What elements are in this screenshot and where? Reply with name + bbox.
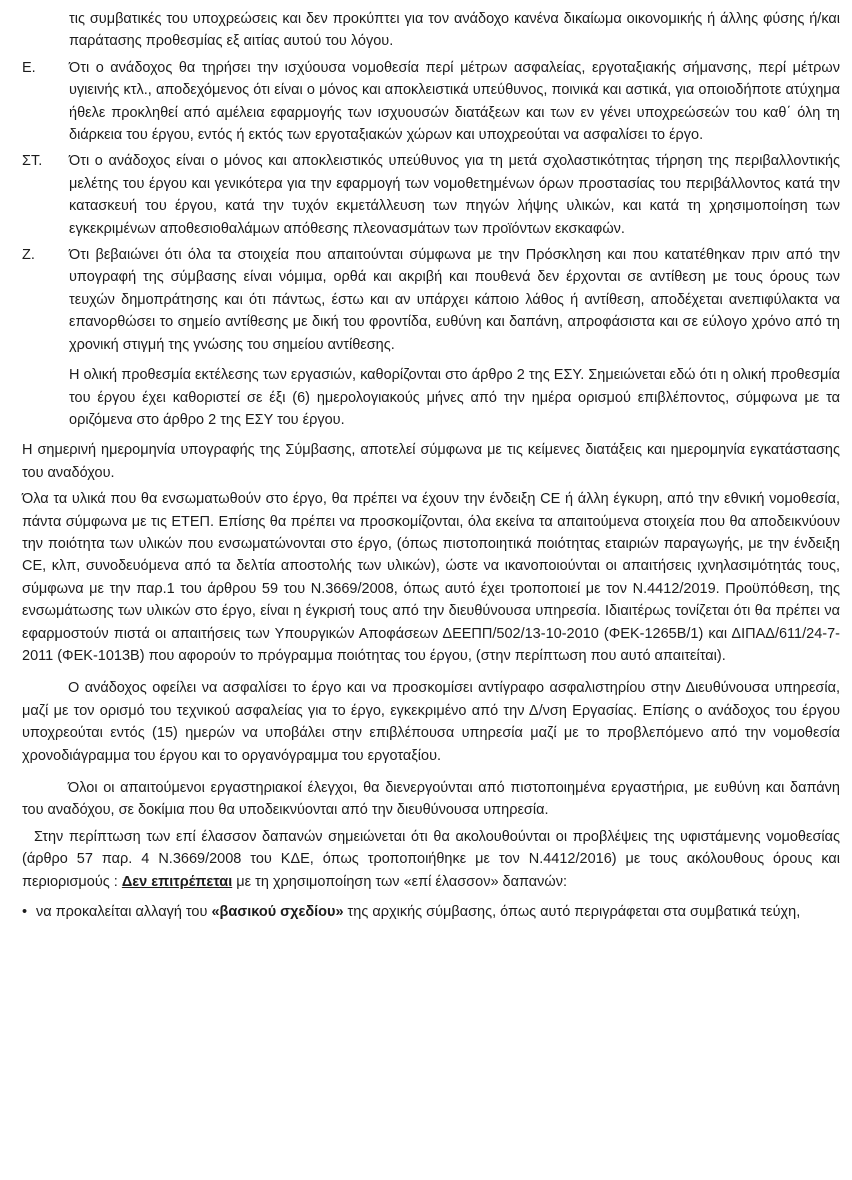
minor-expenses-paragraph	[22, 826, 840, 893]
clause-marker: Ζ.	[22, 247, 35, 264]
insurance-paragraph: Ο ανάδοχος οφείλει να ασφαλίσει το έργο και να προσκομίσει αντίγραφο ασφαλιστηρίου στην Διευθύνουσα υπηρεσία, μαζί με τον ορισμό του τεχνικού ασφαλείας για το έργο, εγκεκριμένο από την Δ/νση Εργασίας. Επίσης ο ανάδοχος του έργου υποχρεούται εντός (15) ημερών να υποβάλει στην επιβλέπουσα υπηρεσία μαζί με το προβλεπόμενο από την νομοθεσία χρονοδιάγραμμα του έργου και το οργανόγραμμα του εργοταξίου.	[22, 680, 840, 764]
continuation-paragraph: τις συμβατικές του υποχρεώσεις και δεν προκύπτει για τον ανάδοχο κανένα δικαίωμα οικονομικής ή άλλης φύσης ή/και παράτασης προθεσμίας εξ αιτίας αυτού του λόγου.	[69, 11, 840, 50]
signing-date-paragraph: Η σημερινή ημερομηνία υπογραφής της Σύμβασης, αποτελεί σύμφωνα με τις κείμενες διατάξεις και ημερομηνία εγκατάστασης του αναδόχου.	[22, 442, 840, 481]
materials-paragraph: Όλα τα υλικά που θα ενσωματωθούν στο έργο, θα πρέπει να έχουν την ένδειξη CE ή άλλη έγκυρη, από την εθνική νομοθεσία, πάντα σύμφωνα με τις ΕΤΕΠ. Επίσης θα πρέπει να προσκομίζονται, όλα εκείνα τα απαιτούμενα στοιχεία που θα αποδεικνύουν την ποιότητα των υλικών που ενσωματώνονται στο έργο, (όπως πιστοποιητικά ποιότητας εταιριών παραγωγής, με την ένδειξη CE, κλπ, συνοδευόμενα από τα δελτία αποστολής των υλικών), ώστε να ικανοποιούνται οι απαιτήσεις ιχνηλασιμότητάς τους, σύμφωνα με την παρ.1 του άρθρου 59 του Ν.3669/2008, όπως αυτό έχει τροποποιεί με τον Ν.4412/2019. Προϋπόθεση, της ενσωμάτωσης των υλικών στο έργο, είναι η έγκρισή τους από την διευθύνουσα υπηρεσία. Ιδιαιτέρως τονίζεται ότι θα πρέπει να εφαρμοστούν πιστά οι απαιτήσεις των Υπουργικών Αποφάσεων ΔΕΕΠΠ/502/13-10-2010 (ΦΕΚ-1265Β/1) και ΔΙΠΑΔ/611/24-7-2011 (ΦΕΚ-1013Β) που αφορούν το πρόγραμμα ποιότητας του έργου, (στην περίπτωση που αυτό απαιτείται).	[22, 491, 840, 664]
not-permitted-emphasis: Δεν επιτρέπεται	[121, 873, 233, 890]
clause-e	[22, 57, 840, 147]
clause-z	[22, 244, 840, 356]
deadline-paragraph: Η ολική προθεσμία εκτέλεσης των εργασιών, καθορίζονται στο άρθρο 2 της ΕΣΥ. Σημειώνεται εδώ ότι η ολική προθεσμία του έργου έχει καθοριστεί σε έξι (6) ημερολογιακούς μήνες από την ημέρα ορισμού επιβλέποντος, σύμφωνα με τα οριζόμενα στο άρθρο 2 της ΕΣΥ του έργου.	[69, 367, 840, 428]
minor-expenses-lead: Στην περίπτωση των επί έλασσον δαπανών σημειώνεται ότι θα ακολουθούνται οι προβλέψεις της υφιστάμενης νομοθεσίας (άρθρο 57 παρ. 4 Ν.3669/2008 του ΚΔΕ, όπως τροποποιήθηκε με τον Ν.4412/2016) με τους ακόλουθους όρους και περιορισμούς :	[22, 828, 840, 890]
basic-design-emphasis: «βασικού σχεδίου»	[211, 904, 344, 921]
clause-text: Ότι ο ανάδοχος θα τηρήσει την ισχύουσα νομοθεσία περί μέτρων ασφαλείας, εργοταξιακής σήμανσης, περί μέτρων υγιεινής κτλ., αποδεχόμενος ότι είναι ο μόνος και αποκλειστικά υπεύθυνος, ποινικά και αστικά, για οποιοδήποτε ατύχημα ήθελε προκληθεί από αμέλεια εφαρμογής των ισχυουσών διατάξεων και των εν γένει υποχρεώσεών του καθ΄ όλη τη διάρκεια του έργου, εντός ή εκτός των εργοταξιακών χώρων και υποχρεούται να ασφαλίσει το έργο.	[69, 59, 840, 144]
clause-text: Ότι βεβαιώνει ότι όλα τα στοιχεία που απαιτούνται σύμφωνα με την Πρόσκληση και που κατατέθηκαν πριν από την υπογραφή της σύμβασης είναι νόμιμα, ορθά και ακριβή και πουθενά δεν έρχονται σε αντίθεση με τους όρους των τευχών δημοπράτησης και ότι πάντως, έστω και αν υπάρχει κάποιο λάθος ή αντίθεση, αποδέχεται ανεπιφύλακτα να επανορθώσει το σημείο αντίθεσης με δική του φροντίδα, ευθύνη και δαπάνη, απροφάσιστα και σε εύλογο χρόνο από τη χρονική στιγμή της γνώσης του σημείου αντίθεσης.	[69, 247, 840, 353]
bullet-marker: •	[22, 904, 28, 921]
bullet-text-before: να προκαλείται αλλαγή του	[36, 904, 208, 921]
bullet-item	[22, 901, 840, 923]
lab-tests-paragraph: Όλοι οι απαιτούμενοι εργαστηριακοί έλεγχοι, θα διενεργούνται από πιστοποιημένα εργαστήρια, με ευθύνη και δαπάνη του αναδόχου, σε δοκίμια που θα υποδεικνύονται από την διευθύνουσα υπηρεσία.	[22, 780, 840, 819]
clause-marker: ΣΤ.	[22, 153, 43, 170]
minor-expenses-tail: με τη χρησιμοποίηση των «επί έλασσον» δαπανών:	[236, 873, 568, 890]
clause-text: Ότι ο ανάδοχος είναι ο μόνος και αποκλειστικός υπεύθυνος για τη μετά σχολαστικότητας τήρηση της περιβαλλοντικής μελέτης του έργου και γενικότερα για την εφαρμογή των νομοθετημένων όρων προστασίας του περιβάλλοντος κατά την κατασκευή του έργου, κατά την τυχόν εκμετάλλευση των πηγών λήψης υλικών, και κατά τη χρησιμοποίηση των εγκεκριμένων αποθεσιοθαλάμων απόθεσης πλεονασμάτων των προϊόντων εκσκαφών.	[69, 153, 840, 237]
clause-st	[22, 150, 840, 240]
document-page	[22, 8, 840, 923]
bullet-text-after: της αρχικής σύμβασης, όπως αυτό περιγράφεται στα συμβατικά τεύχη,	[347, 904, 801, 921]
clause-marker: Ε.	[22, 59, 36, 76]
